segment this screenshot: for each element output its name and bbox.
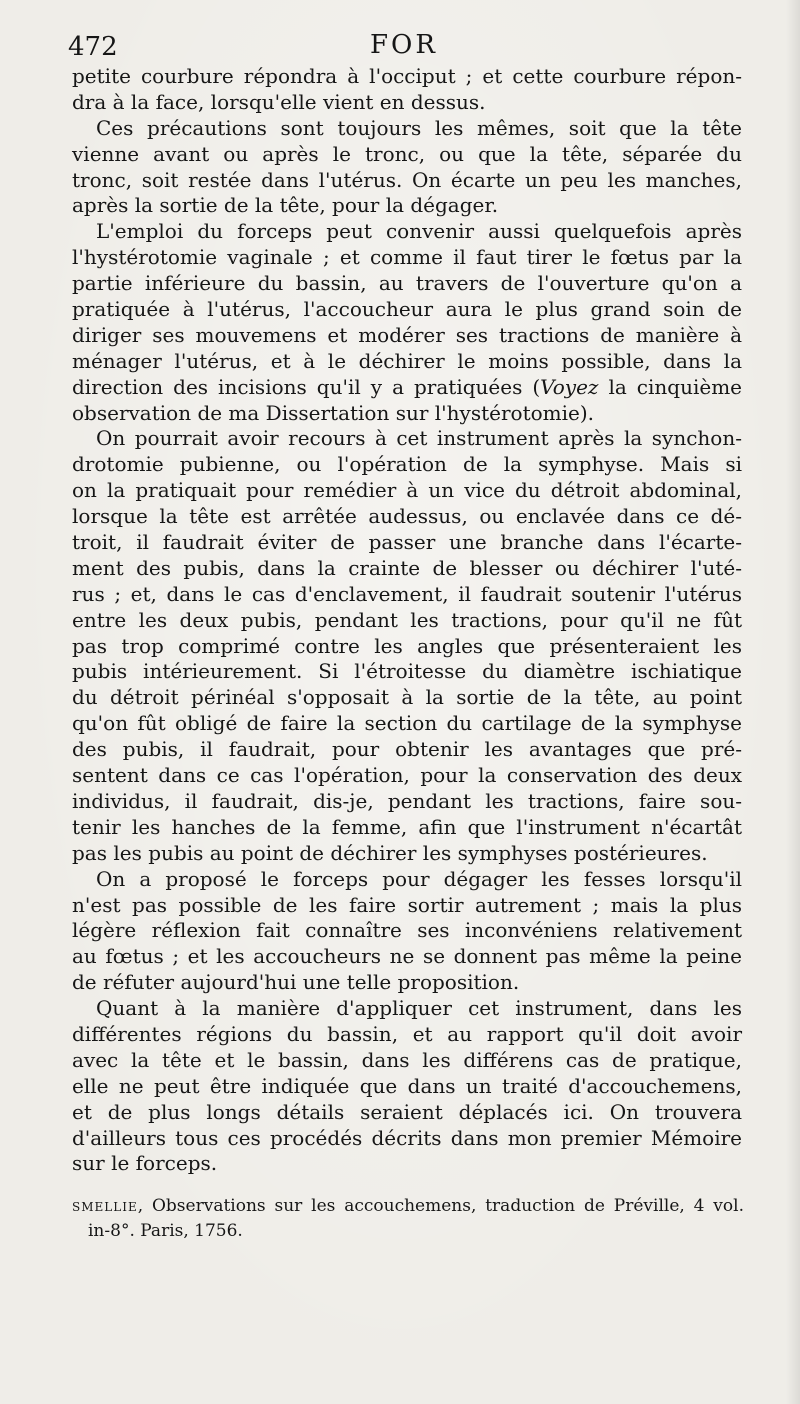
text-line: sentent dans ce cas l'opération, pour la conservation des deux (72, 763, 742, 788)
text-line: tenir les hanches de la femme, afin que l'instrument n'écartât (72, 814, 742, 839)
text-line: diriger ses mouvemens et modérer ses tractions de manière à (72, 322, 742, 347)
text-line: n'est pas possible de les faire sortir autrement ; mais la plus (72, 892, 742, 917)
footnote-line (72, 1194, 744, 1219)
text-line: après la sortie de la tête, pour la dégager. (72, 193, 499, 218)
paragraph-start-line: Ces précautions sont toujours les mêmes, soit que la tête (96, 115, 742, 140)
text-line: du détroit périnéal s'opposait à la sortie de la tête, au point (72, 685, 742, 710)
text-line: drotomie pubienne, ou l'opération de la symphyse. Mais si (72, 452, 742, 477)
footnote-author: smellie (72, 1196, 138, 1216)
footnote-citation: , Observations sur les accouchemens, traduction de Préville, 4 vol. (137, 1196, 744, 1216)
text-line: sur le forceps. (72, 1151, 218, 1176)
page-edge-shadow (786, 0, 800, 1404)
text-line: pas les pubis au point de déchirer les symphyses postérieures. (72, 840, 708, 865)
paragraph-start-line: Quant à la manière d'appliquer cet instrument, dans les (96, 996, 742, 1021)
text-line: partie inférieure du bassin, au travers de l'ouverture qu'on a (72, 271, 742, 296)
text-line: pratiquée à l'utérus, l'accoucheur aura le plus grand soin de (72, 297, 742, 322)
text-line: petite courbure répondra à l'occiput ; et cette courbure répon- (72, 64, 742, 88)
text-line: troit, il faudrait éviter de passer une branche dans l'écarte- (72, 530, 742, 555)
page-number: 472 (68, 32, 118, 62)
text-line: ment des pubis, dans la crainte de blesser ou déchirer l'uté- (72, 555, 742, 580)
text-line: individus, il faudrait, dis-je, pendant les tractions, faire sou- (72, 788, 742, 813)
paragraph-start-line: L'emploi du forceps peut convenir aussi quelquefois après (96, 219, 742, 244)
text-line: observation de ma Dissertation sur l'hystérotomie). (72, 400, 595, 425)
voyez-italic: Voyez (540, 374, 599, 399)
text-line: entre les deux pubis, pendant les tractions, pour qu'il ne fût (72, 607, 742, 632)
text-line: rus ; et, dans le cas d'enclavement, il faudrait soutenir l'utérus (72, 581, 742, 606)
line-head: direction des incisions qu'il y a pratiquées ( (72, 374, 541, 399)
footnote-line: in-8°. Paris, 1756. (88, 1221, 243, 1241)
text-line: pubis intérieurement. Si l'étroitesse du diamètre ischiatique (72, 659, 742, 684)
text-line: avec la tête et le bassin, dans les différens cas de pratique, (72, 1047, 742, 1072)
text-line: l'hystérotomie vaginale ; et comme il faut tirer le fœtus par la (72, 245, 742, 270)
text-line: des pubis, il faudrait, pour obtenir les avantages que pré- (72, 737, 742, 762)
text-line: dra à la face, lorsqu'elle vient en dessus. (72, 89, 486, 114)
text-line: tronc, soit restée dans l'utérus. On écarte un peu les manches, (72, 167, 742, 192)
footnote (72, 1194, 744, 1244)
paragraph-start-line: On pourrait avoir recours à cet instrument après la synchon- (96, 426, 742, 451)
text-line: différentes régions du bassin, et au rapport qu'il doit avoir (72, 1021, 742, 1046)
text-line: pas trop comprimé contre les angles que présenteraient les (72, 633, 742, 658)
running-head: FOR (370, 30, 438, 60)
text-line: on la pratiquait pour remédier à un vice du détroit abdominal, (72, 478, 742, 503)
text-line: légère réflexion fait connaître ses inconvéniens relativement (72, 918, 742, 943)
text-line: lorsque la tête est arrêtée audessus, ou enclavée dans ce dé- (72, 504, 742, 529)
text-line: d'ailleurs tous ces procédés décrits dans mon premier Mémoire (72, 1125, 742, 1150)
body-text (72, 64, 742, 1177)
text-line-with-italic (72, 375, 742, 401)
text-line: vienne avant ou après le tronc, ou que la tête, séparée du (72, 141, 742, 166)
text-line: de réfuter aujourd'hui une telle proposition. (72, 970, 520, 995)
text-line: et de plus longs détails seraient déplacés ici. On trouvera (72, 1099, 742, 1124)
text-line: elle ne peut être indiquée que dans un traité d'accouchemens, (72, 1073, 742, 1098)
text-line: qu'on fût obligé de faire la section du cartilage de la symphyse (72, 711, 742, 736)
line-tail: la cinquième (598, 374, 742, 399)
text-line: au fœtus ; et les accoucheurs ne se donnent pas même la peine (72, 944, 742, 969)
paragraph-start-line: On a proposé le forceps pour dégager les fesses lorsqu'il (96, 866, 742, 891)
text-line: ménager l'utérus, et à le déchirer le moins possible, dans la (72, 348, 742, 373)
